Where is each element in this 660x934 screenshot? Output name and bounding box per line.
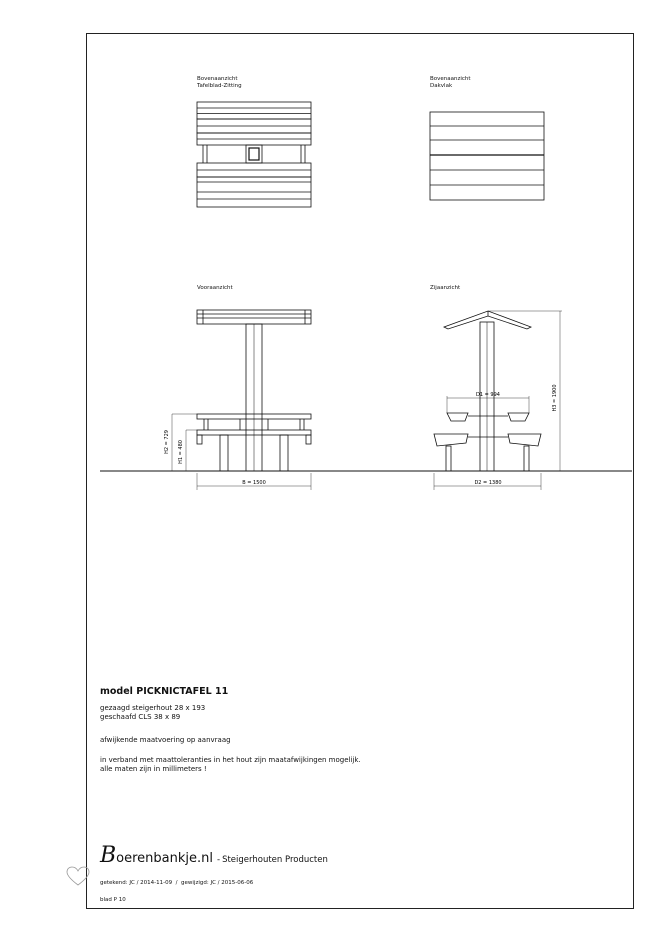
- front-view: [172, 310, 311, 490]
- dim-h2-label: H2 = 729: [164, 430, 170, 454]
- brand-separator: -: [217, 855, 221, 865]
- top-view-roof: [430, 112, 544, 200]
- modified-by: gewijzigd: JC / 2015-06-06: [181, 880, 254, 886]
- view-caption-top-roof: [430, 76, 471, 90]
- brand-logo: [100, 843, 328, 868]
- caption-line: Bovenaanzicht: [197, 76, 238, 82]
- note-line: in verband met maattoleranties in het hout zijn maatafwijkingen mogelijk.: [100, 756, 361, 764]
- meta-separator: /: [175, 880, 178, 886]
- sheet-number: blad P 10: [100, 897, 126, 903]
- dim-d2-label: D2 = 1380: [474, 480, 502, 486]
- top-view-table: [197, 102, 311, 207]
- note-line: alle maten zijn in millimeters !: [100, 765, 207, 773]
- brand-name: oerenbankje.nl: [116, 851, 213, 866]
- caption-line: Bovenaanzicht: [430, 76, 471, 82]
- brand-tagline: Steigerhouten Producten: [222, 855, 328, 865]
- spec-line: gezaagd steigerhout 28 x 193: [100, 704, 206, 712]
- model-title: model PICKNICTAFEL 11: [100, 686, 229, 697]
- dim-b-label: B = 1500: [242, 480, 266, 486]
- dim-d1-label: D1 = 994: [476, 392, 500, 398]
- side-view: [434, 311, 562, 490]
- view-caption-front: Vooraanzicht: [197, 285, 233, 291]
- caption-line: Tafelblad-Zitting: [197, 83, 242, 89]
- dim-h1-label: H1 = 480: [178, 440, 184, 464]
- dim-h3-label: H3 = 1900: [552, 384, 558, 412]
- note-line: afwijkende maatvoering op aanvraag: [100, 736, 231, 744]
- drawn-by: getekend: JC / 2014-11-09: [100, 880, 173, 886]
- view-caption-top-table: [197, 76, 242, 90]
- brand-initial: B: [100, 843, 117, 868]
- heart-icon: [67, 867, 89, 885]
- spec-line: geschaafd CLS 38 x 89: [100, 713, 181, 721]
- drawing-meta: [100, 880, 253, 886]
- caption-line: Dakvlak: [430, 83, 453, 89]
- view-caption-side: Zijaanzicht: [430, 285, 461, 291]
